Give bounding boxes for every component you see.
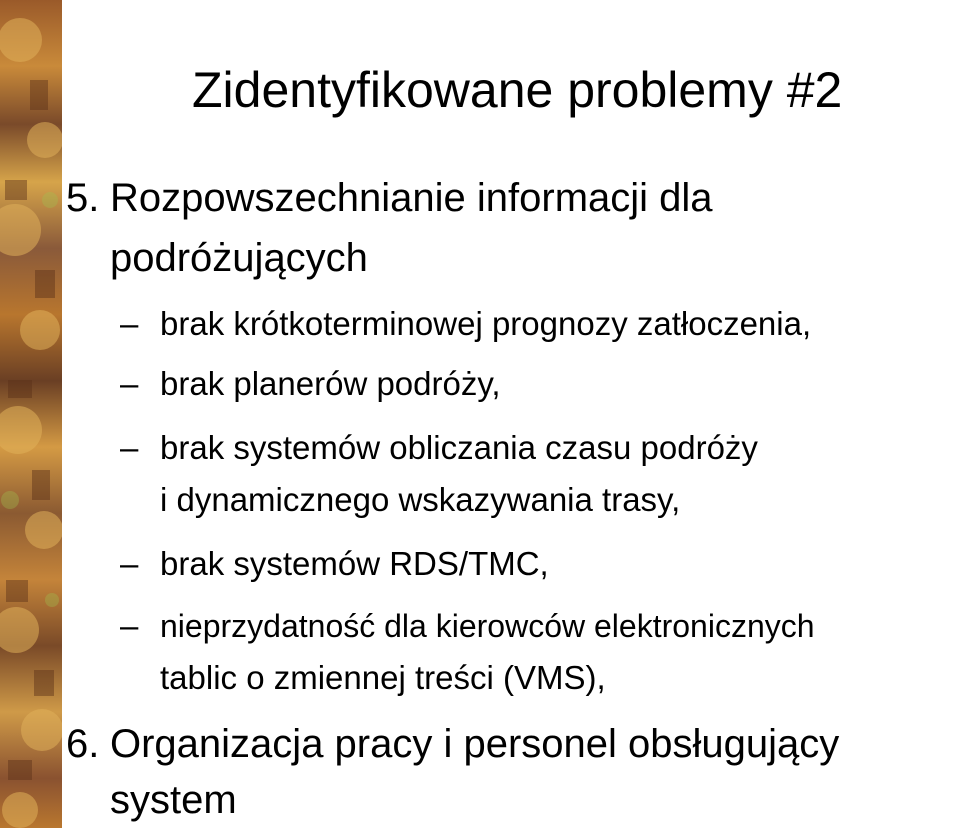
dash-bullet: – [120, 607, 139, 644]
sub-item-3 [120, 420, 758, 476]
sub-item-text: brak planerów podróży, [160, 365, 501, 402]
dash-bullet: – [120, 305, 139, 342]
decorative-gear-strip [0, 0, 62, 828]
dash-bullet: – [120, 365, 139, 402]
dash-bullet: – [120, 429, 139, 466]
sub-item-text: brak systemów obliczania czasu podróży [160, 429, 758, 466]
list-number: 5. [66, 176, 100, 220]
list-number: 6. [66, 722, 100, 766]
sub-item-5 [120, 598, 815, 654]
list-item-5-continuation: podróżujących [110, 236, 368, 280]
list-item-6-continuation: system [110, 778, 237, 822]
slide-title: Zidentyfikowane problemy #2 [192, 62, 843, 118]
dash-bullet: – [120, 545, 139, 582]
sub-item-4 [120, 536, 549, 592]
sub-item-5-continuation: tablic o zmiennej treści (VMS), [160, 659, 606, 696]
list-item-text: Rozpowszechnianie informacji dla [110, 176, 713, 220]
sub-item-text: brak systemów RDS/TMC, [160, 545, 549, 582]
sub-item-text: nieprzydatność dla kierowców elektronicznych [160, 608, 815, 644]
sub-item-3-continuation: i dynamicznego wskazywania trasy, [160, 481, 681, 518]
sub-item-text: brak krótkoterminowej prognozy zatłoczenia, [160, 305, 812, 342]
sub-item-1 [120, 296, 812, 352]
sub-item-2 [120, 356, 501, 412]
list-item-text: Organizacja pracy i personel obsługujący [110, 722, 840, 766]
